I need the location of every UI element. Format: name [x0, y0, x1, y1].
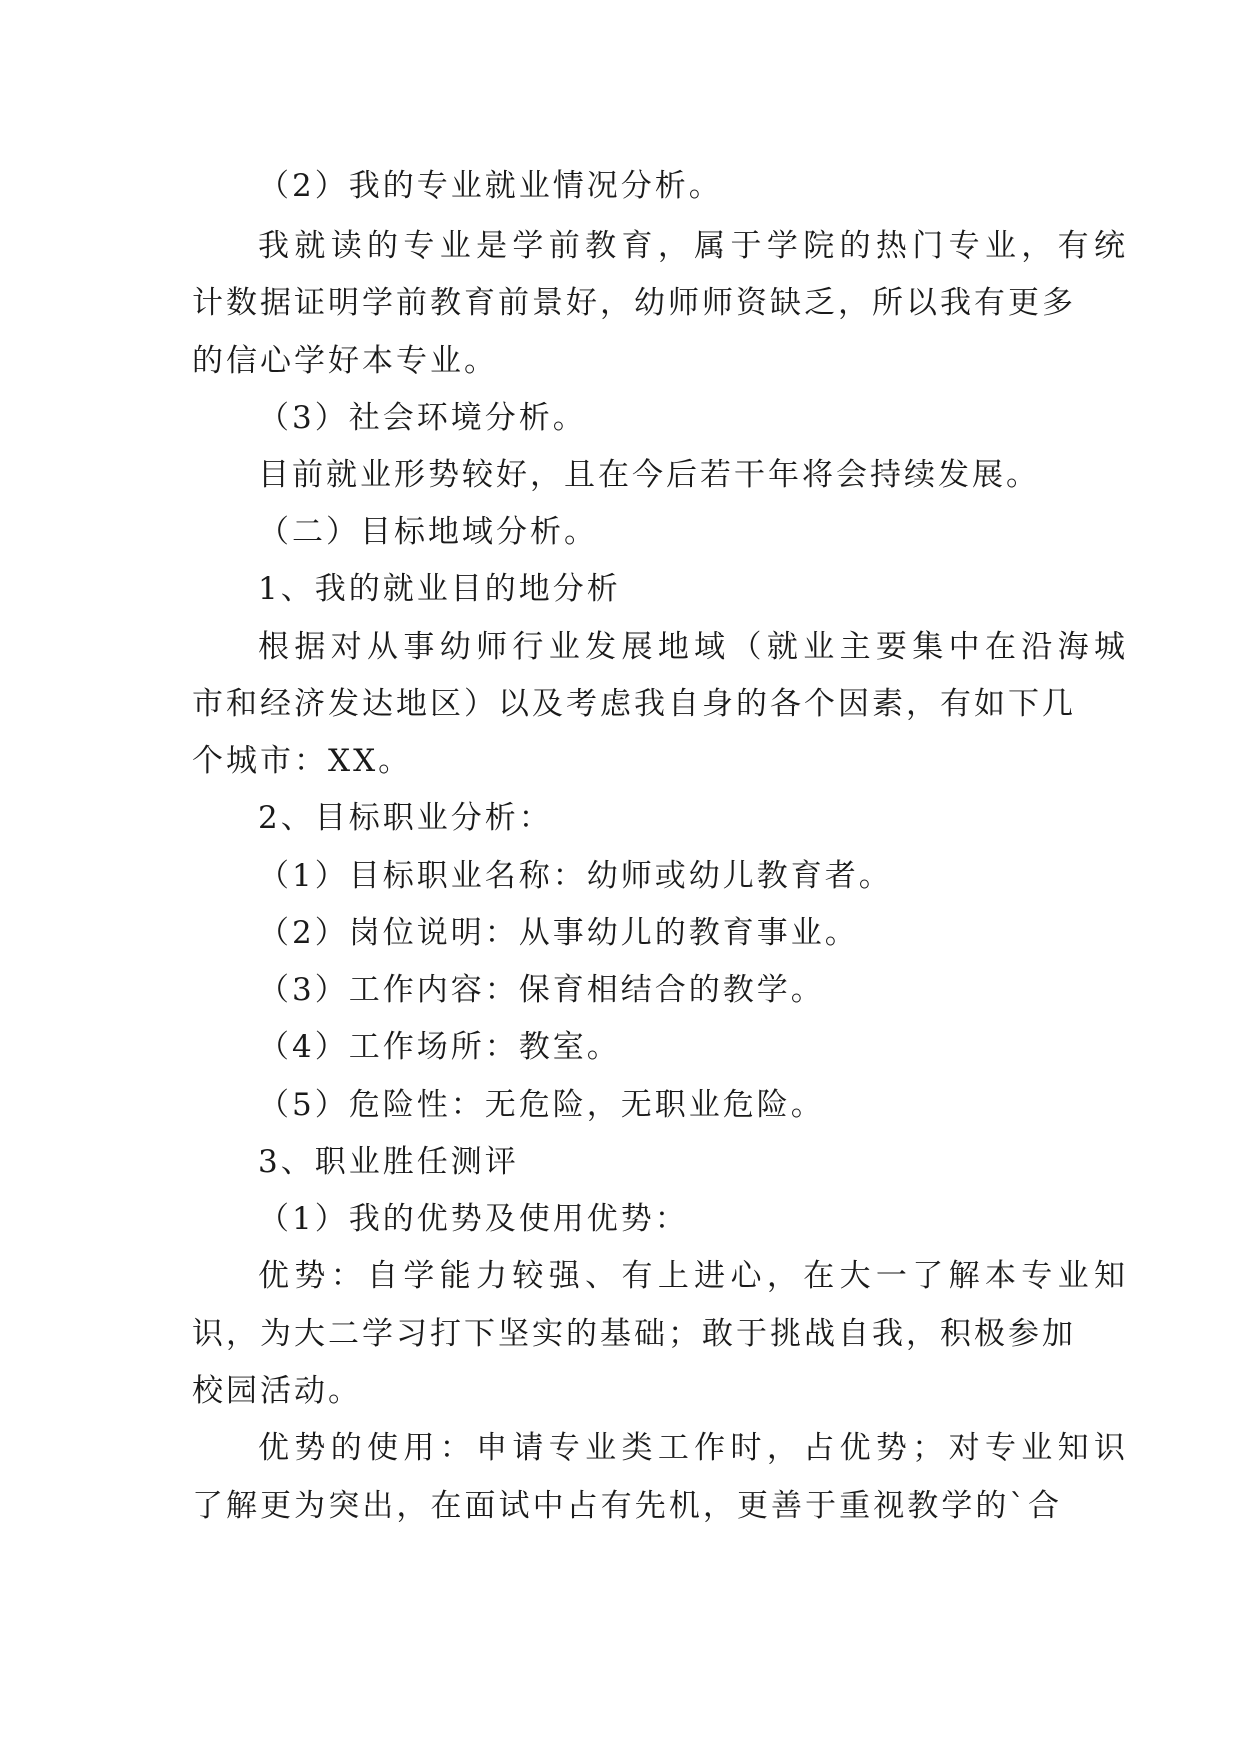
paragraph-line: 的信心学好本专业。: [192, 343, 498, 379]
paragraph-line: 目前就业形势较好，且在今后若干年将会持续发展。: [258, 457, 1040, 493]
heading-destination: 1、我的就业目的地分析: [258, 571, 621, 607]
list-item: （1）我的优势及使用优势：: [258, 1201, 689, 1237]
paragraph-line: 优势：自学能力较强、有上进心，在大一了解本专业知: [258, 1258, 1128, 1294]
paragraph-line: 校园活动。: [192, 1373, 362, 1409]
paragraph-line: 优势的使用：申请专业类工作时，占优势；对专业知识: [258, 1430, 1128, 1466]
heading-target-region: （二）目标地域分析。: [258, 514, 598, 550]
paragraph-line: 个城市：XX。: [192, 743, 413, 779]
paragraph-line: 根据对从事幼师行业发展地域（就业主要集中在沿海城: [258, 629, 1128, 665]
list-item: （1）目标职业名称：幼师或幼儿教育者。: [258, 858, 893, 894]
heading-social-environment: （3）社会环境分析。: [258, 400, 587, 436]
paragraph-line: 识，为大二学习打下坚实的基础；敢于挑战自我，积极参加: [192, 1316, 1076, 1352]
list-item: （2）岗位说明：从事幼儿的教育事业。: [258, 915, 859, 951]
heading-major-employment: （2）我的专业就业情况分析。: [258, 168, 723, 204]
list-item: （5）危险性：无危险，无职业危险。: [258, 1087, 825, 1123]
paragraph-line: 计数据证明学前教育前景好，幼师师资缺乏，所以我有更多: [192, 285, 1076, 321]
heading-competency: 3、职业胜任测评: [258, 1144, 519, 1180]
paragraph-line: 市和经济发达地区）以及考虑我自身的各个因素，有如下几: [192, 686, 1076, 722]
heading-target-career: 2、目标职业分析：: [258, 800, 553, 836]
paragraph-line: 我就读的专业是学前教育，属于学院的热门专业，有统: [258, 228, 1128, 264]
paragraph-line: 了解更为突出，在面试中占有先机，更善于重视教学的`合: [192, 1488, 1062, 1524]
list-item: （3）工作内容：保育相结合的教学。: [258, 972, 825, 1008]
list-item: （4）工作场所：教室。: [258, 1029, 621, 1065]
